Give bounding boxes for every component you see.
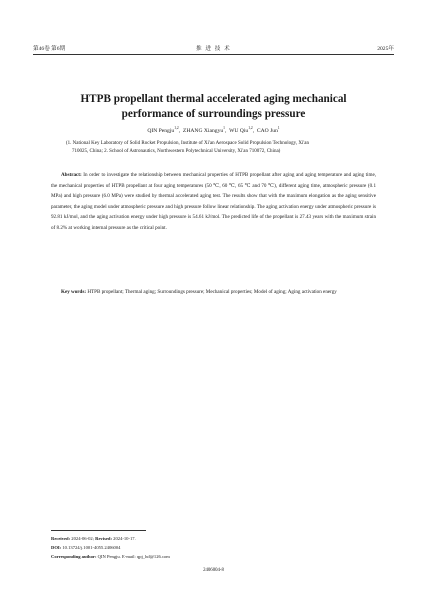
corresponding-author-label: Corresponding author:	[51, 554, 97, 560]
corresponding-author-line	[51, 552, 376, 561]
received-label: Received:	[51, 536, 71, 541]
author-name: QIN Pengju	[147, 127, 175, 134]
revised-label: Revised:	[95, 536, 113, 541]
author-affiliation-mark: 1,2	[248, 126, 253, 130]
abstract-text: In order to investigate the relationship between mechanical properties of HTPB propellant after aging and aging temperature and aging time, the mechanical properties of HTPB propellant at four aging temperatures (50 ℃, 60 ℃, 65 ℃ and 70 ℃), different aging time, atmospheric pressure (0.1 MPa) and high pressure (6.0 MPa) were studied by thermal accelerated aging test. The results show that with the maximum elongation as the aging sensitive parameter, the aging model under atmospheric pressure and high pressure follow linear relationship. The aging activation energy under atmospheric pressure is 92.81 kJ/mol, and the aging activation energy under high pressure is 54.61 kJ/mol. The predicted life of the propellant is 27.43 years with the maximum strain of 8.2% at working internal pressure as the critical point.	[51, 172, 376, 231]
author-name: ZHANG Xiangyu	[182, 127, 224, 134]
corresponding-author-value: QIN Pengju. E-mail: qpj_hd@126.com	[97, 554, 170, 560]
header-year: 2025年	[377, 46, 394, 52]
author-affiliation-mark: 1	[223, 126, 225, 130]
affiliation-line: 710025, China; 2. School of Astronautics, Northwestern Polytechnical University, Xi'an 710072, China)	[72, 149, 281, 155]
keywords	[51, 287, 376, 298]
affiliations	[66, 140, 367, 157]
header-rule	[33, 54, 394, 55]
received-date: 2024-06-02;	[71, 536, 95, 541]
author-affiliation-mark: 1,2	[174, 126, 179, 130]
header-volume-issue: 第46卷 第6期	[33, 46, 66, 52]
doi-line	[51, 543, 376, 552]
abstract	[51, 170, 376, 234]
title-line: HTPB propellant thermal accelerated aging mechanical	[80, 93, 347, 105]
affiliation-line: (1. National Key Laboratory of Solid Rocket Propulsion, Institute of Xi'an Aerospace Solid Propulsion Technology, Xi'an	[66, 141, 309, 146]
footnote-rule	[51, 530, 146, 531]
page-number: 2406004-8	[203, 568, 224, 573]
keywords-text: HTPB propellant; Thermal aging; Surroundings pressure; Mechanical properties; Model of aging; Aging activation energy	[87, 289, 337, 295]
author-affiliation-mark: 1	[277, 126, 280, 130]
keywords-label: Key words:	[61, 289, 87, 295]
received-revised-line	[51, 534, 376, 543]
author-name: CAO Jun	[256, 127, 278, 134]
paper-title	[40, 92, 387, 122]
author-list: QIN Pengju$^{1,2}$, ZHANG Xiangyu$^1$, WU Qiu$^{1,2}$, CAO Jun$^1$	[147, 126, 280, 134]
doi-value[interactable]: 10.13724/j.1001-4055.2406004	[62, 545, 121, 551]
doi-label: DOI:	[51, 545, 62, 551]
title-line: performance of surroundings pressure	[121, 108, 306, 120]
header-journal-name: 推 进 技 术	[196, 46, 231, 52]
abstract-label: Abstract:	[61, 172, 82, 178]
revised-date: 2024-10-17.	[113, 536, 136, 541]
footnotes	[51, 534, 376, 562]
author-name: WU Qiu	[229, 127, 249, 134]
